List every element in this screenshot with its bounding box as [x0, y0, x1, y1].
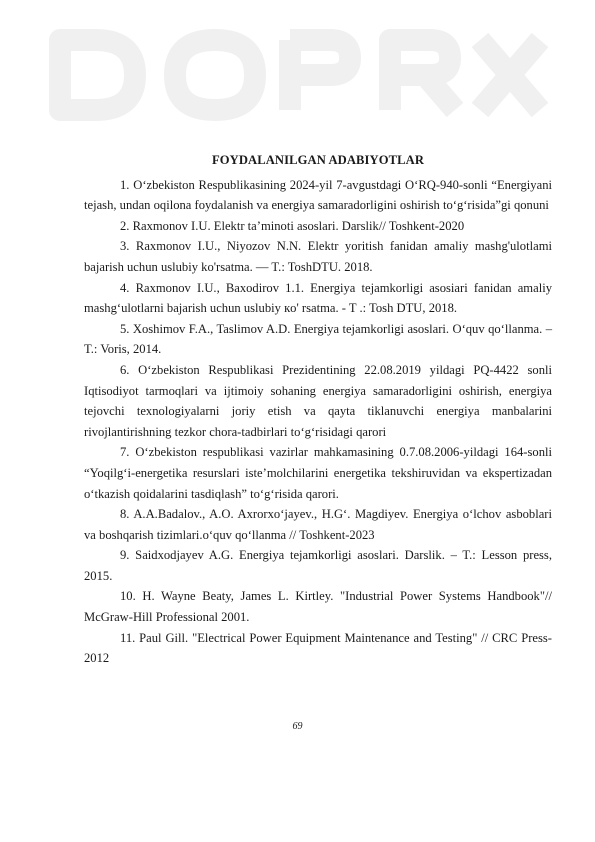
reference-item: 1. O‘zbekiston Respublikasining 2024-yil 7-avgustdagi O‘RQ-940-sonli “Energiyani tejash, undan oqilona foydalanish va energiya samaradorligini oshirish to‘g‘risida”gi qonuni — [84, 177, 552, 213]
references-section — [84, 150, 552, 669]
reference-item: 3. Raxmonov I.U., Niyozov N.N. Elektr yoritish fanidan amaliy mashg'ulotlami bajarish uchun uslubiy ko'rsatma. — T.: ToshDTU. 2018. — [84, 239, 552, 274]
reference-item: 5. Xoshimov F.A., Taslimov A.D. Energiya tejamkorligi asoslari. O‘quv qo‘llanma. – T.: Voris, 2014. — [84, 321, 552, 357]
reference-item: 8. A.A.Badalov., A.O. Axrorxo‘jayev., H.G‘. Magdiyev. Energiya o‘lchov asboblari va boshqarish tizimlari.o‘quv qo‘llanma // Toshkent-2023 — [84, 507, 552, 542]
reference-item: 4. Raxmonov I.U., Baxodirov 1.1. Energiya tejamkorligi asosiari fanidan amaliy mashg‘ulotlarni bajarish uchun uslubiy кo' rsatma. - T .: Tosh DTU, 2018. — [84, 280, 552, 316]
reference-item: 9. Saidxodjayev A.G. Energiya tejamkorligi asoslari. Darslik. – T.: Lesson press, 2015. — [84, 548, 552, 583]
reference-item: 11. Paul Gill. "Electrical Power Equipment Maintenance and Testing" // CRC Press-2012 — [84, 630, 552, 666]
reference-item: 10. H. Wayne Beaty, James L. Kirtley. "Industrial Power Systems Handbook"// McGraw-Hill Professional 2001. — [84, 589, 552, 625]
reference-item: 2. Raxmonov I.U. Elektr ta’minoti asoslari. Darslik// Toshkent-2020 — [120, 218, 465, 233]
page-number: 69 — [292, 721, 303, 732]
reference-item: 7. O‘zbekiston respublikasi vazirlar mahkamasining 0.7.08.2006-yildagi 164-sonli “Yoqilg‘i-energetika resurslari iste’molchilarini energetika tekshiruvidan va ekspertizadan o‘tkazish qoidalarini tasdiqlash” to‘g‘risida qarori. — [84, 445, 552, 501]
reference-item: 6. O‘zbekiston Respublikasi Prezidentining 22.08.2019 yildagi PQ-4422 sonli Iqtisodiyot tarmoqlari va ijtimoiy sohaning energiya samaradorligini oshirish, energiya tejovchi texnologiyalarni joriy etish va qayta tiklanuvchi energiya manbalarini rivojlantirishning tezkor chora-tadbirlari to‘g‘risidagi qarori — [84, 362, 552, 439]
page-title: FOYDALANILGAN ADABIYOTLAR — [211, 153, 425, 167]
references-list — [84, 175, 552, 669]
